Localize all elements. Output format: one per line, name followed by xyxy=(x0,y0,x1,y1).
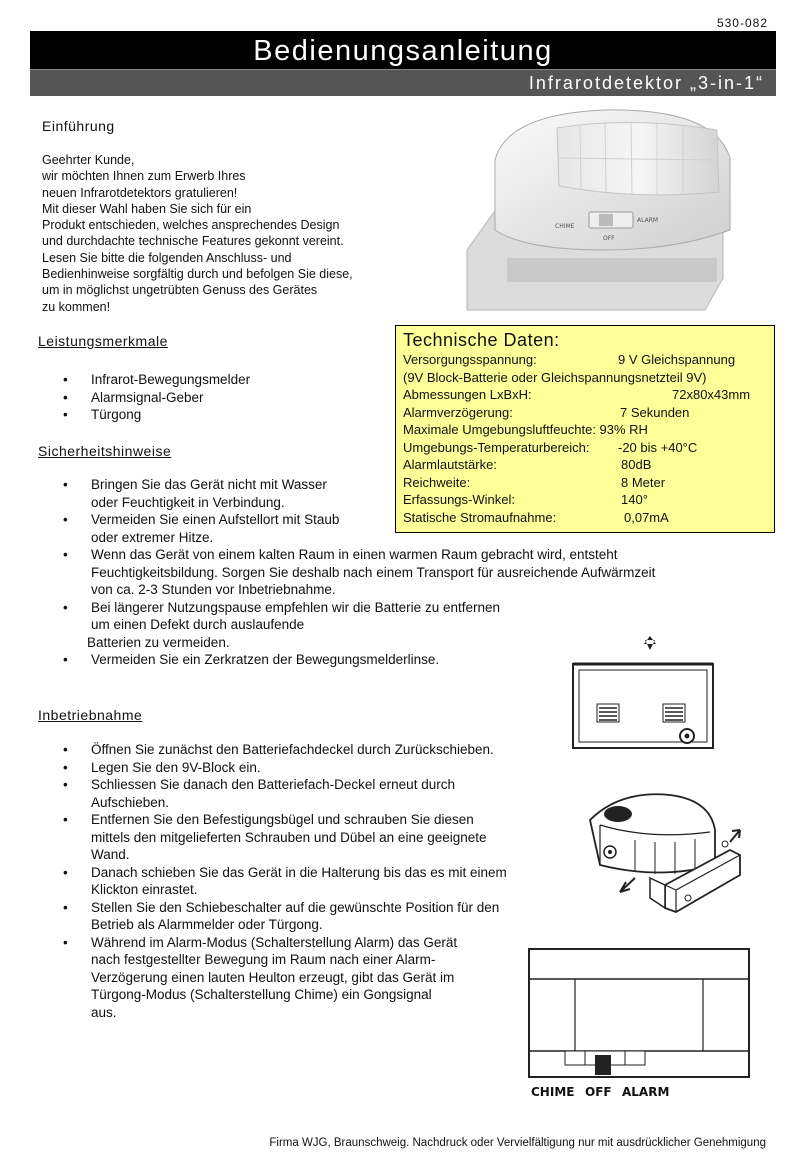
line: • Danach schieben Sie das Gerät in die Halterung bis das es mit einem xyxy=(91,864,507,880)
line: von ca. 2-3 Stunden vor Inbetriebnahme. xyxy=(91,582,336,597)
tech-value: 140° xyxy=(621,492,648,507)
intro-line: Mit dieser Wahl haben Sie sich für ein xyxy=(42,201,252,216)
tech-row xyxy=(396,404,774,422)
switch-diagram xyxy=(525,945,753,1100)
safety-heading: Sicherheitshinweise xyxy=(38,443,172,459)
list-item xyxy=(38,864,507,899)
tech-label: Abmessungen LxBxH: xyxy=(403,387,532,402)
document-number: 530-082 xyxy=(716,16,768,30)
intro-line: um in möglichst ungetrübten Genuss des Gerätes xyxy=(42,283,318,298)
photo-alarm-label: ALARM xyxy=(637,217,659,224)
line: • Stellen Sie den Schiebeschalter auf die gewünschte Position für den xyxy=(91,899,500,915)
tech-value: 9 V Gleichspannung xyxy=(618,352,736,367)
list-item xyxy=(38,546,655,599)
line: • Schliessen Sie danach den Batteriefach-Deckel erneut durch xyxy=(91,777,455,792)
line: • Während im Alarm-Modus (Schalterstellung Alarm) das Gerät xyxy=(91,934,458,950)
features-heading: Leistungsmerkmale xyxy=(38,333,168,349)
up-arrow-icon xyxy=(644,636,656,650)
line: oder extremer Hitze. xyxy=(91,529,214,545)
list-item: • Infrarot-Bewegungsmelder xyxy=(38,371,250,389)
tech-value: 7 Sekunden xyxy=(620,404,690,420)
product-photo xyxy=(455,100,780,318)
tech-value: 72x80x43mm xyxy=(672,387,751,402)
intro-line: Produkt entschieden, welches ansprechendes Design xyxy=(42,218,340,233)
line: • Legen Sie den 9V-Block ein. xyxy=(91,759,261,775)
line: • Öffnen Sie zunächst den Batteriefachdeckel durch Zurückschieben. xyxy=(91,742,494,757)
tech-label: (9V Block-Batterie oder Gleichspannungsnetzteil 9V) xyxy=(403,369,707,385)
line: um einen Defekt durch auslaufende xyxy=(91,617,305,632)
tech-row xyxy=(396,439,774,457)
list-item xyxy=(38,776,507,811)
setup-heading: Inbetriebnahme xyxy=(38,707,143,723)
tech-label: Umgebungs-Temperaturbereich: xyxy=(403,439,590,455)
list-item xyxy=(38,811,507,864)
list-item: • Türgong xyxy=(38,406,250,424)
tech-value: -20 bis +40°C xyxy=(618,439,698,455)
intro-line: Geehrter Kunde, xyxy=(42,153,135,167)
intro-line: neuen Infrarotdetektors gratulieren! xyxy=(42,185,238,200)
intro-line: Bedienhinweise sorgfältig durch und befolgen Sie diese, xyxy=(42,267,353,282)
switch-off-label: OFF xyxy=(585,1085,612,1099)
list-item xyxy=(38,651,655,669)
line: • Entfernen Sie den Befestigungsbügel und schrauben Sie diesen xyxy=(91,812,474,827)
tech-label: Statische Stromaufnahme: xyxy=(403,509,557,525)
list-item xyxy=(38,599,655,652)
slide-arrow-icon xyxy=(730,830,740,842)
photo-off-label: OFF xyxy=(603,235,615,242)
intro-line: wir möchten Ihnen zum Erwerb Ihres xyxy=(42,169,246,184)
tech-row xyxy=(396,351,774,369)
tech-row xyxy=(396,421,774,439)
intro-line: Lesen Sie bitte die folgenden Anschluss- und xyxy=(42,250,292,265)
tech-row xyxy=(396,369,774,387)
tech-label: Versorgungsspannung: xyxy=(403,352,537,367)
list-item xyxy=(38,934,507,1022)
switch-alarm-label: ALARM xyxy=(622,1085,670,1099)
line: Feuchtigkeitsbildung. Sorgen Sie deshalb nach einem Transport für ausreichende Aufwärmzeit xyxy=(91,564,656,580)
tech-label: Alarmlautstärke: xyxy=(403,457,497,472)
switch-chime-label: CHIME xyxy=(531,1085,575,1099)
features-list xyxy=(38,371,250,424)
photo-chime-label: CHIME xyxy=(555,223,575,230)
intro-line: zu kommen! xyxy=(42,299,111,314)
line: Aufschieben. xyxy=(91,794,170,810)
page-subtitle xyxy=(30,69,776,96)
line: Türgong-Modus (Schalterstellung Chime) ein Gongsignal xyxy=(91,987,432,1002)
setup-list xyxy=(38,741,507,1021)
line: Wand. xyxy=(91,847,130,862)
mounting-bracket-diagram xyxy=(580,770,755,945)
footer-note: Firma WJG, Braunschweig. Nachdruck oder Vervielfältigung nur mit ausdrücklicher Genehmigung xyxy=(269,1137,766,1149)
intro-line: und durchdachte technische Features gekonnt vereint. xyxy=(42,234,344,249)
tech-value: 80dB xyxy=(621,457,652,472)
tech-value: 8 Meter xyxy=(621,474,666,490)
page-title: Bedienungsanleitung xyxy=(30,31,776,69)
tech-row xyxy=(396,456,774,474)
line: mittels den mitgelieferten Schrauben und Dübel an eine geeignete xyxy=(91,829,487,845)
tech-heading: Technische Daten: xyxy=(403,330,560,350)
list-item xyxy=(38,511,655,546)
list-item: • Alarmsignal-Geber xyxy=(38,389,250,407)
safety-list xyxy=(38,476,655,669)
line: • Bringen Sie das Gerät nicht mit Wasser xyxy=(91,477,327,492)
line: • Wenn das Gerät von einem kalten Raum in einen warmen Raum gebracht wird, entsteht xyxy=(91,547,618,562)
battery-cover-diagram xyxy=(565,630,725,760)
tech-value: 0,07mA xyxy=(624,509,669,525)
list-item xyxy=(38,759,507,777)
line: Betrieb als Alarmmelder oder Türgong. xyxy=(91,917,323,932)
line: Verzögerung einen lauten Heulton erzeugt, gibt das Gerät im xyxy=(91,969,455,985)
tech-label: Reichweite: xyxy=(403,474,471,490)
tech-label: Maximale Umgebungsluftfeuchte: 93% RH xyxy=(403,422,648,437)
list-item xyxy=(38,476,655,511)
intro-text xyxy=(42,152,353,315)
line: aus. xyxy=(91,1004,117,1020)
line: Klickton einrastet. xyxy=(91,882,198,897)
list-item xyxy=(38,741,507,759)
tech-label: Alarmverzögerung: xyxy=(403,404,513,420)
slide-arrow-icon xyxy=(620,878,635,892)
line: • Bei längerer Nutzungspause empfehlen wir die Batterie zu entfernen xyxy=(91,599,500,615)
line: nach festgestellter Bewegung im Raum nach einer Alarm- xyxy=(91,952,436,967)
subtitle-text: Infrarotdetektor „3-in-1“ xyxy=(528,73,764,93)
line: • Vermeiden Sie einen Aufstellort mit Staub xyxy=(91,512,340,527)
tech-label: Erfassungs-Winkel: xyxy=(403,492,515,507)
line: Batterien zu vermeiden. xyxy=(87,634,230,650)
intro-heading: Einführung xyxy=(42,118,115,134)
list-item xyxy=(38,899,507,934)
tech-row xyxy=(396,386,774,404)
line: oder Feuchtigkeit in Verbindung. xyxy=(91,494,285,510)
line: • Vermeiden Sie ein Zerkratzen der Bewegungsmelderlinse. xyxy=(91,652,440,667)
